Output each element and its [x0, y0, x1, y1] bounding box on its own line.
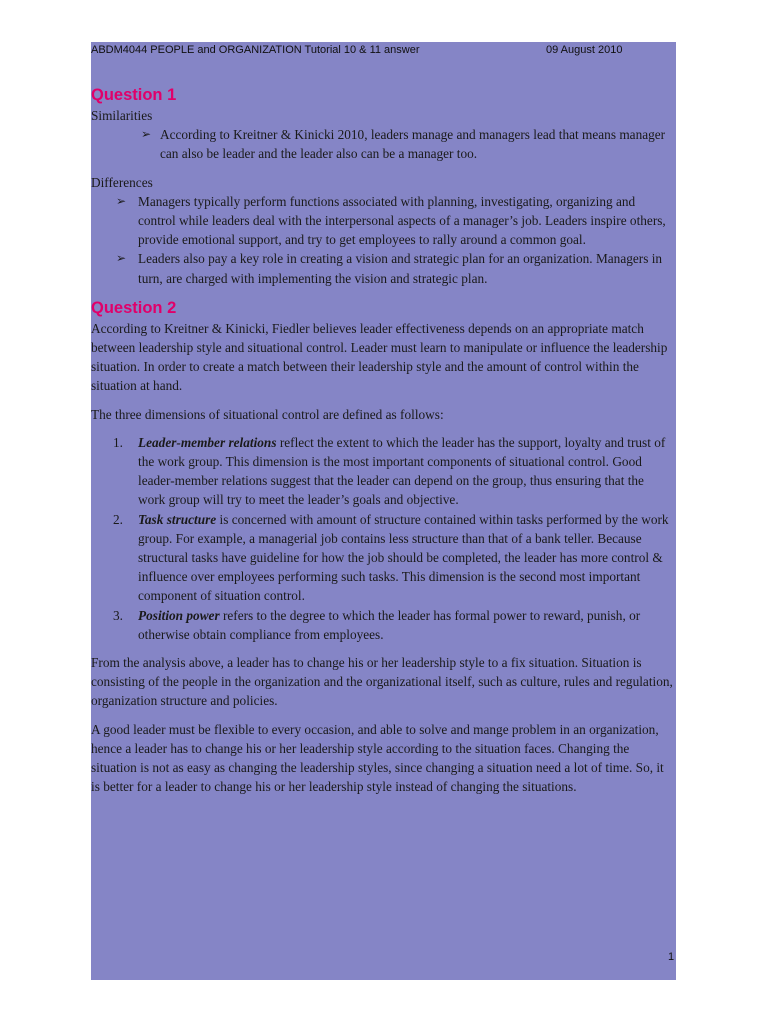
arrowhead-bullet-icon: ➢	[141, 127, 152, 142]
question-2-intro: According to Kreitner & Kinicki, Fiedler believes leader effectiveness depends on an appropriate match between leadership style and situational control. Leader must learn to manipulate or influence the leadership situation. In order to create a match between their leadership style and the amount of control within the situation at hand.	[91, 320, 668, 394]
list-item: ➢ According to Kreitner & Kinicki 2010, leaders manage and managers lead that means manager can also be leader and the leader also can be a manager too.	[141, 127, 666, 162]
document-body	[91, 84, 673, 797]
similarities-label: Similarities	[91, 108, 153, 123]
list-item: ➢ Leaders also pay a key role in creating a vision and strategic plan for an organization. Managers in turn, are charged with implementing the vision and strategic plan.	[116, 251, 663, 286]
dimension-term: Task structure	[138, 511, 217, 527]
dimension-term: Leader-member relations	[138, 434, 277, 450]
dimension-term: Position power	[138, 607, 220, 623]
header-date: 09 August 2010	[546, 44, 623, 56]
page-number: 1	[668, 951, 675, 963]
differences-label: Differences	[91, 174, 153, 190]
dimensions-intro: The three dimensions of situational control are defined as follows:	[91, 406, 444, 422]
course-title: ABDM4044 PEOPLE and ORGANIZATION Tutorial 10 & 11 answer	[91, 44, 420, 56]
analysis-paragraph: From the analysis above, a leader has to change his or her leadership style to a fix situation. Situation is consisting of the people in the organization and the organizational itself, such as culture, rules and regulation, organization structure and policies.	[91, 655, 673, 709]
similarities-list	[91, 125, 673, 163]
list-item: 2. Task structure is concerned with amount of structure contained within tasks performed by the work group. For example, a managerial job contains less structure than that of a bank teller. Because structural tasks have guideline for how the job should be completed, the leader has more control & influence over employees performing such tasks. This dimension is the second most important component of situation control.	[113, 511, 669, 604]
arrowhead-bullet-icon: ➢	[116, 193, 127, 208]
list-item: 1. Leader-member relations reflect the extent to which the leader has the support, loyalty and trust of the work group. This dimension is the most important components of situational control. Good leader-member relations suggest that the leader can depend on the group, thus ensuring that the work group will try to meet the leader’s goals and objective.	[113, 434, 666, 508]
dimensions-list	[91, 433, 673, 644]
arrowhead-bullet-icon: ➢	[116, 251, 127, 266]
conclusion-paragraph: A good leader must be flexible to every occasion, and able to solve and mange problem in an organization, hence a leader has to change his or her leadership style according to the situation faces. Changing the situation is not as easy as changing the leadership styles, since changing a situation need a lot of time. So, it is better for a leader to change his or her leadership style instead of changing the situations.	[91, 721, 664, 795]
differences-list	[91, 192, 673, 288]
list-item: 3. Position power refers to the degree to which the leader has formal power to reward, punish, or otherwise obtain compliance from employees.	[113, 607, 641, 642]
list-item: ➢ Managers typically perform functions associated with planning, investigating, organizing and control while leaders deal with the interpersonal aspects of a manager’s job. Leaders inspire others, provide emotional support, and try to get employees to rally around a common goal.	[116, 193, 666, 248]
page-header	[91, 44, 676, 58]
question-2-heading: Question 2	[91, 298, 177, 317]
question-1-heading: Question 1	[91, 86, 177, 104]
